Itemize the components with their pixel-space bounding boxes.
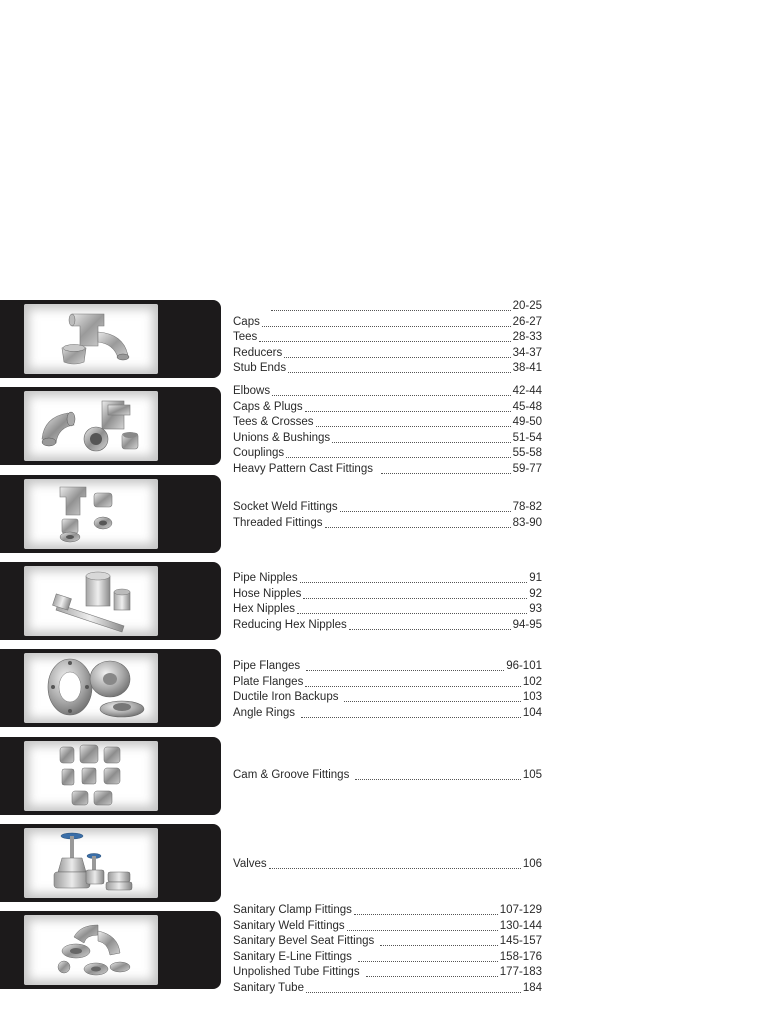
toc-entry[interactable] <box>233 768 542 783</box>
dot-leader <box>325 527 511 528</box>
toc-label: Stub Ends <box>233 362 287 374</box>
dot-leader <box>358 961 498 962</box>
toc-entry[interactable] <box>233 602 542 617</box>
toc-page: 91 <box>529 572 542 584</box>
toc-page: 55-58 <box>512 447 542 459</box>
toc-entry[interactable] <box>233 400 542 415</box>
toc-label: Sanitary E-Line Fittings <box>233 951 352 963</box>
dot-leader <box>380 945 498 946</box>
toc-page: 42-44 <box>512 385 542 397</box>
dot-leader <box>286 457 510 458</box>
section-band-2 <box>0 387 221 465</box>
toc-page: 28-33 <box>512 331 542 343</box>
toc-entry[interactable] <box>233 516 542 531</box>
dot-leader <box>340 511 511 512</box>
toc-label: Caps & Plugs <box>233 401 303 413</box>
toc-label: Couplings <box>233 447 285 459</box>
toc-page: 20-25 <box>512 300 542 312</box>
sanitary-fittings-photo <box>24 915 158 985</box>
toc-label: Threaded Fittings <box>233 517 323 529</box>
toc-label: Tees <box>233 331 258 343</box>
toc-page: 45-48 <box>512 401 542 413</box>
toc-entry[interactable] <box>233 950 542 965</box>
toc-label: Elbows <box>233 385 271 397</box>
dot-leader <box>306 992 521 993</box>
toc-label: Reducing Hex Nipples <box>233 619 347 631</box>
toc-entry[interactable] <box>233 965 542 980</box>
toc-label: Hose Nipples <box>233 588 302 600</box>
toc-label: Tees & Crosses <box>233 416 314 428</box>
valves-photo <box>24 828 158 898</box>
section-band-1 <box>0 300 221 378</box>
section-band-4 <box>0 562 221 640</box>
dot-leader <box>349 629 511 630</box>
dot-leader <box>305 686 520 687</box>
toc-label: Heavy Pattern Cast Fittings <box>233 463 373 475</box>
toc-entry[interactable] <box>233 446 542 461</box>
toc-entry[interactable] <box>233 299 542 314</box>
toc-label: Angle Rings <box>233 707 296 719</box>
toc-page: 184 <box>522 982 542 994</box>
toc-entry[interactable] <box>233 706 542 721</box>
toc-label: Sanitary Clamp Fittings <box>233 904 352 916</box>
dot-leader <box>303 598 527 599</box>
dot-leader <box>381 473 511 474</box>
toc-page: 158-176 <box>499 951 542 963</box>
toc-page: 59-77 <box>512 463 542 475</box>
section-band-7 <box>0 824 221 902</box>
toc-page: 105 <box>522 769 542 781</box>
dot-leader <box>305 411 511 412</box>
toc-label: Pipe Flanges <box>233 660 301 672</box>
toc-page: 107-129 <box>499 904 542 916</box>
section-band-8 <box>0 911 221 989</box>
toc-page: 96-101 <box>506 660 542 672</box>
toc-label: Cam & Groove Fittings <box>233 769 350 781</box>
toc-entry[interactable] <box>233 857 542 872</box>
toc-entry[interactable] <box>233 587 542 602</box>
toc-entry[interactable] <box>233 330 542 345</box>
dot-leader <box>269 868 521 869</box>
toc-entry[interactable] <box>233 415 542 430</box>
toc-entry[interactable] <box>233 659 542 674</box>
toc-page: 145-157 <box>499 935 542 947</box>
dot-leader <box>297 613 527 614</box>
toc-entry[interactable] <box>233 571 542 586</box>
section-band-3 <box>0 475 221 553</box>
toc-entry[interactable] <box>233 361 542 376</box>
dot-leader <box>332 442 510 443</box>
toc-label: Socket Weld Fittings <box>233 501 338 513</box>
threaded-fittings-photo <box>24 391 158 461</box>
toc-entry[interactable] <box>233 431 542 446</box>
toc-entry[interactable] <box>233 346 542 361</box>
dot-leader <box>288 372 511 373</box>
dot-leader <box>354 914 498 915</box>
dot-leader <box>272 395 511 396</box>
toc-page: 106 <box>522 858 542 870</box>
dot-leader <box>300 582 528 583</box>
dot-leader <box>271 310 511 311</box>
toc-page: 38-41 <box>512 362 542 374</box>
dot-leader <box>366 976 498 977</box>
toc-entry[interactable] <box>233 919 542 934</box>
toc-label: Sanitary Bevel Seat Fittings <box>233 935 375 947</box>
nipples-photo <box>24 566 158 636</box>
forged-fittings-photo <box>24 479 158 549</box>
toc-label: Pipe Nipples <box>233 572 298 584</box>
toc-entry[interactable] <box>233 690 542 705</box>
toc-page: 103 <box>522 691 542 703</box>
toc-page: 177-183 <box>499 966 542 978</box>
toc-page: 130-144 <box>499 920 542 932</box>
toc-label: Plate Flanges <box>233 676 304 688</box>
toc-label: Hex Nipples <box>233 603 295 615</box>
dot-leader <box>316 426 511 427</box>
toc-label: Reducers <box>233 347 283 359</box>
toc-label: Caps <box>233 316 260 328</box>
toc-page: 83-90 <box>512 517 542 529</box>
dot-leader <box>259 341 510 342</box>
toc-entry[interactable] <box>233 675 542 690</box>
dot-leader <box>284 357 510 358</box>
toc-label: Unpolished Tube Fittings <box>233 966 360 978</box>
toc-label: Unions & Bushings <box>233 432 331 444</box>
toc-page: 26-27 <box>512 316 542 328</box>
toc-page: 34-37 <box>512 347 542 359</box>
dot-leader <box>301 717 521 718</box>
dot-leader <box>262 326 511 327</box>
dot-leader <box>347 930 498 931</box>
toc-entry[interactable] <box>233 462 542 477</box>
buttweld-fittings-photo <box>24 304 158 374</box>
toc-page: 92 <box>529 588 542 600</box>
toc-page: 93 <box>529 603 542 615</box>
toc-entry[interactable] <box>233 500 542 515</box>
toc-entry[interactable] <box>233 315 542 330</box>
toc-entry[interactable] <box>233 384 542 399</box>
toc-page: 51-54 <box>512 432 542 444</box>
toc-page: 94-95 <box>512 619 542 631</box>
dot-leader <box>355 779 520 780</box>
toc-page: 102 <box>522 676 542 688</box>
toc-page: 78-82 <box>512 501 542 513</box>
toc-page: 49-50 <box>512 416 542 428</box>
dot-leader <box>306 670 504 671</box>
toc-page: 104 <box>522 707 542 719</box>
toc-entry[interactable] <box>233 934 542 949</box>
toc-entry[interactable] <box>233 618 542 633</box>
flanges-photo <box>24 653 158 723</box>
toc-entry[interactable] <box>233 903 542 918</box>
section-band-6 <box>0 737 221 815</box>
toc-entry[interactable] <box>233 981 542 996</box>
toc-label: Valves <box>233 858 267 870</box>
cam-groove-photo <box>24 741 158 811</box>
toc-label: Sanitary Weld Fittings <box>233 920 345 932</box>
toc-label: Sanitary Tube <box>233 982 304 994</box>
section-band-5 <box>0 649 221 727</box>
dot-leader <box>344 701 520 702</box>
toc-label: Ductile Iron Backups <box>233 691 339 703</box>
